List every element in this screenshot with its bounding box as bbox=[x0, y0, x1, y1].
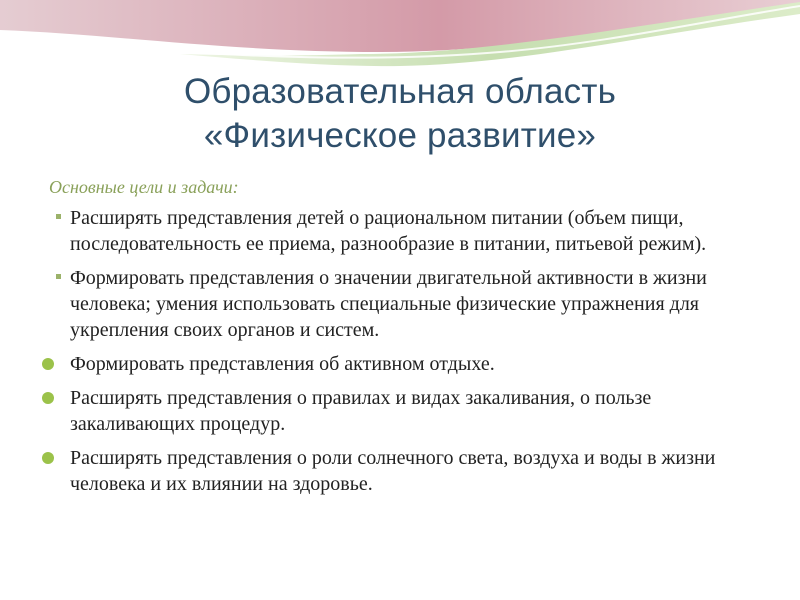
list-item-text: Формировать представления об активном отдыхе. bbox=[70, 353, 495, 375]
list-item bbox=[40, 385, 760, 437]
square-bullet-icon bbox=[56, 214, 61, 219]
title-line-1: Образовательная область bbox=[183, 72, 617, 111]
list-item-text: Расширять представления о роли солнечного света, воздуха и воды в жизни человека и их влиянии на здоровье. bbox=[70, 447, 716, 495]
list-item bbox=[40, 265, 760, 343]
list-item bbox=[40, 205, 760, 257]
slide-title bbox=[0, 70, 800, 158]
list-item-text: Формировать представления о значении двигательной активности в жизни человека; умения использовать специальные физические упражнения для укрепления своих органов и систем. bbox=[70, 267, 707, 341]
list-item bbox=[40, 351, 760, 377]
circle-bullet-icon bbox=[42, 358, 54, 370]
list-item bbox=[40, 445, 760, 497]
decorative-wave-banner bbox=[0, 0, 800, 80]
list-item-text: Расширять представления детей о рациональном питании (объем пищи, последовательность ее приема, разнообразие в питании, питьевой режим). bbox=[70, 207, 707, 255]
circle-bullet-icon bbox=[42, 392, 54, 404]
square-bullet-icon bbox=[56, 274, 61, 279]
title-line-2: «Физическое развитие» bbox=[203, 116, 597, 155]
goals-list bbox=[40, 205, 760, 505]
circle-bullet-icon bbox=[42, 452, 54, 464]
list-item-text: Расширять представления о правилах и видах закаливания, о пользе закаливающих процедур. bbox=[70, 387, 652, 435]
section-subtitle: Основные цели и задачи: bbox=[49, 177, 239, 197]
